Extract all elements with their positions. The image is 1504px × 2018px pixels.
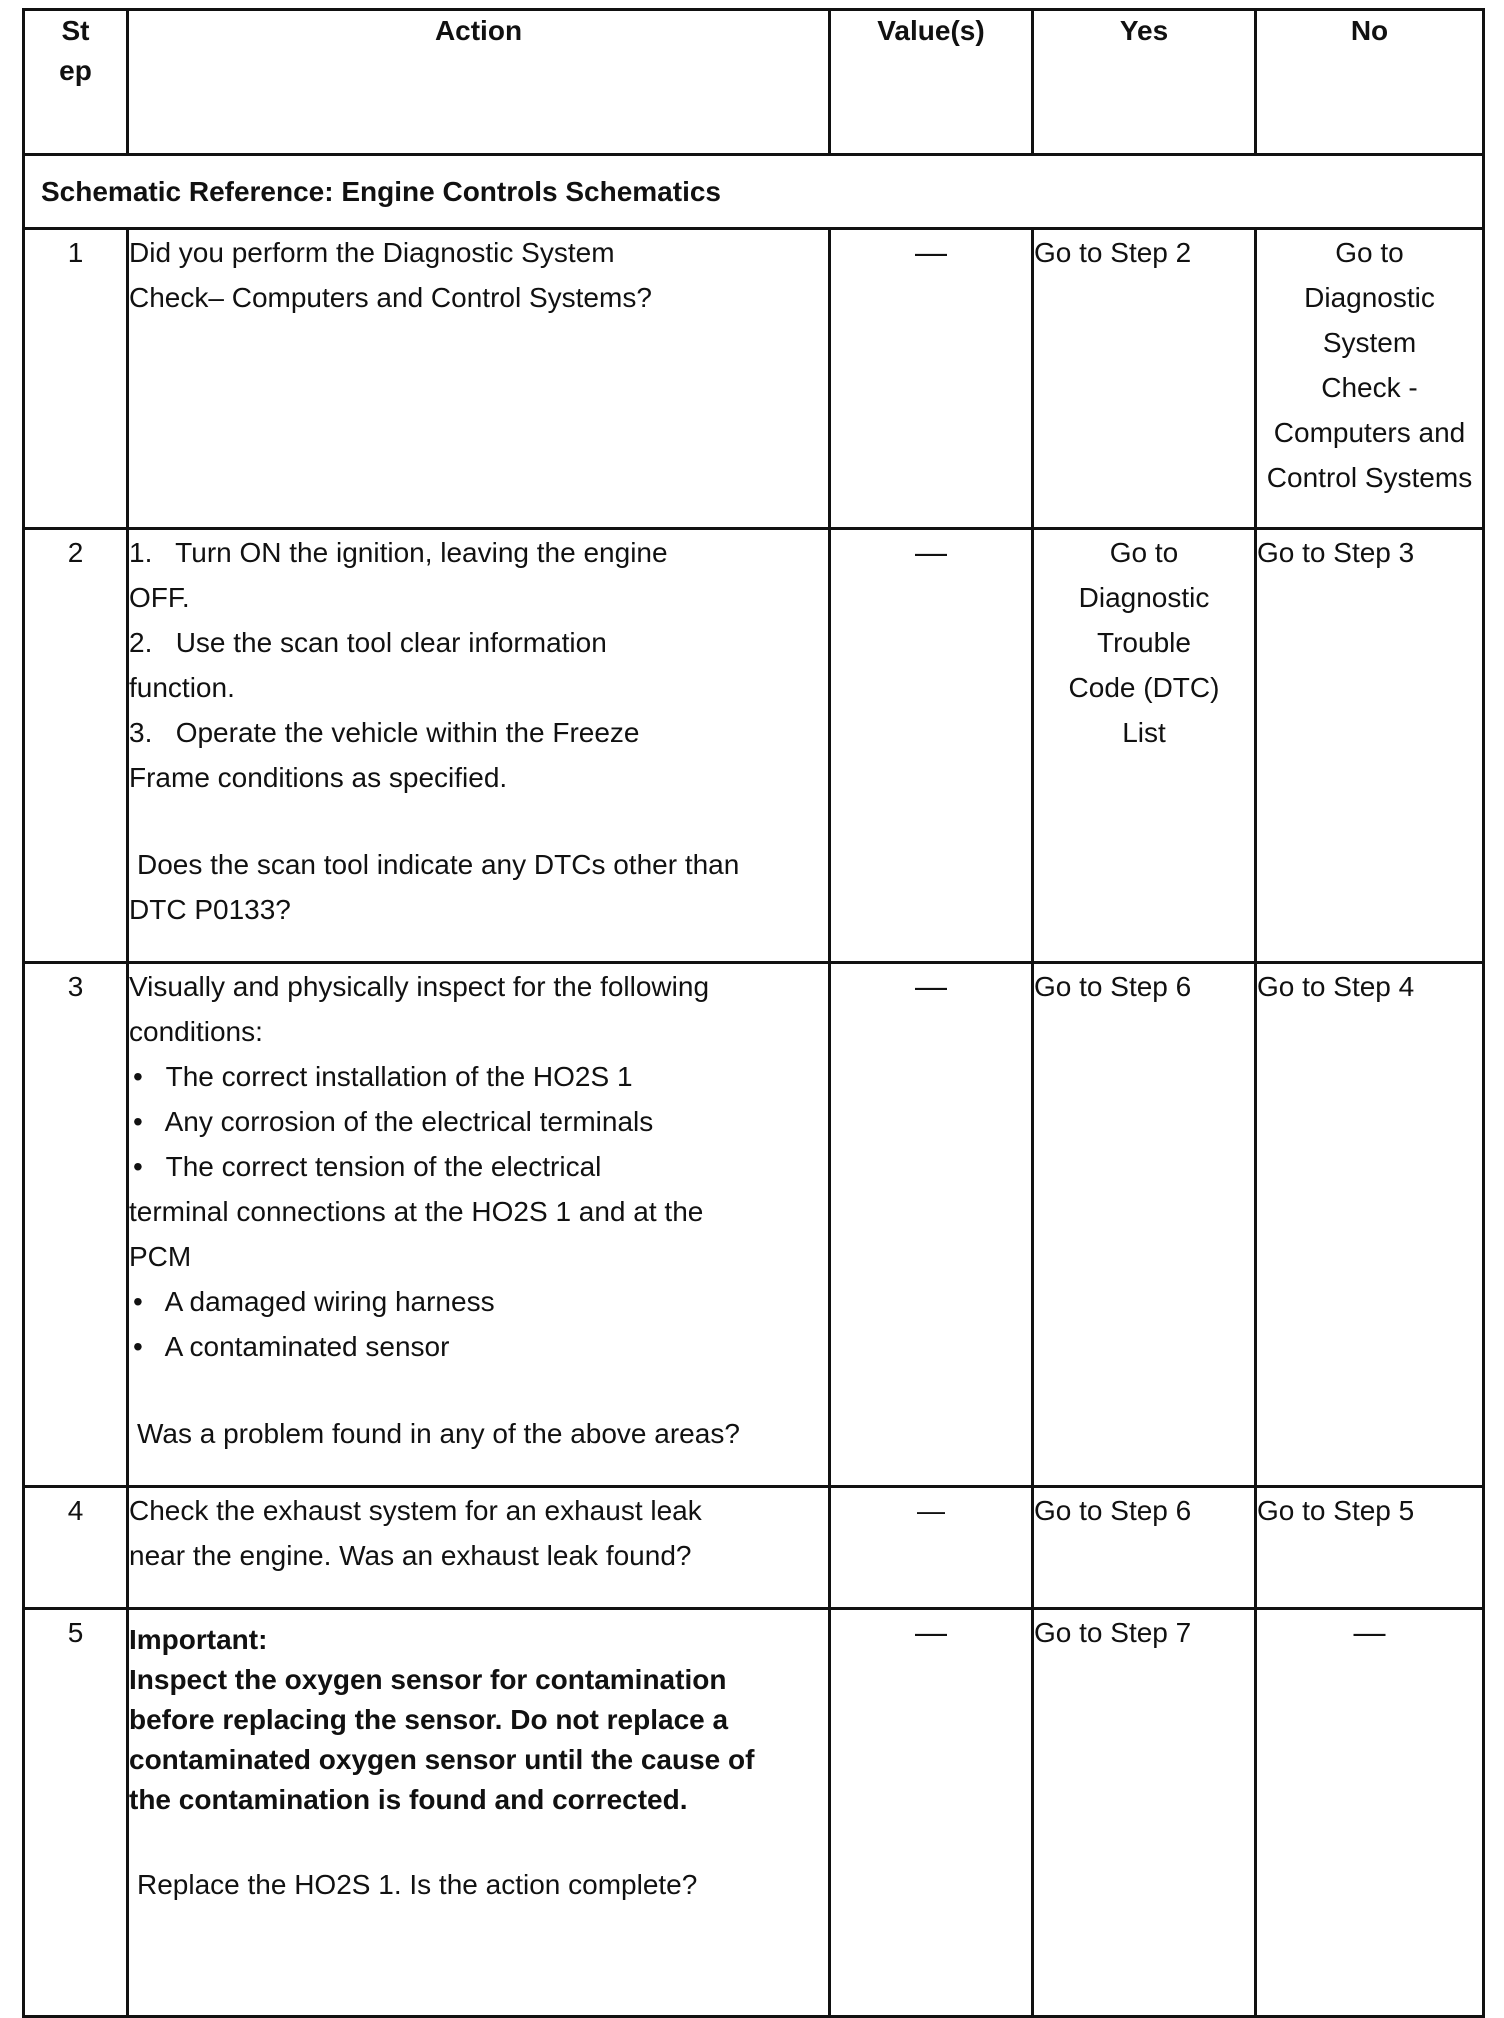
step-no: Go to Step 4: [1256, 963, 1484, 1487]
header-action: Action: [128, 10, 830, 155]
step-action: 1. Turn ON the ignition, leaving the engine OFF. 2. Use the scan tool clear information function. 3. Operate the vehicle within the Freeze Frame conditions as specified. Does the scan tool indicate any DTCs other than DTC P0133?: [128, 529, 830, 963]
step-action: Important: Inspect the oxygen sensor for contamination before replacing the sensor. Do not replace a contaminated oxygen sensor until the cause of the contamination is found and corrected. Replace the HO2S 1. Is the action complete?: [128, 1609, 830, 2017]
schematic-reference-row: [24, 155, 1484, 229]
table-row: [24, 963, 1484, 1487]
step-yes: Go to Diagnostic Trouble Code (DTC) List: [1033, 529, 1256, 963]
list-item: • A contaminated sensor: [133, 1331, 450, 1362]
list-item: • Any corrosion of the electrical terminals: [133, 1106, 654, 1137]
step-value: —: [830, 229, 1033, 529]
step-value: —: [830, 1487, 1033, 1609]
step-number: 1: [24, 229, 128, 529]
step-no: Go to Diagnostic System Check - Computers and Control Systems: [1256, 229, 1484, 529]
step-yes: Go to Step 7: [1033, 1609, 1256, 2017]
table-row: [24, 529, 1484, 963]
step-action: Visually and physically inspect for the following conditions: • The correct installation of the HO2S 1 • Any corrosion of the electrical terminals • The correct tension of the electrical terminal connections at the HO2S 1 and at the PCM • A damaged wiring harness • A contaminated sensor Was a problem found in any of the above areas?: [128, 963, 830, 1487]
diagnostic-table: [22, 8, 1485, 2018]
step-number: 4: [24, 1487, 128, 1609]
action-question: Was a problem found in any of the above areas?: [137, 1418, 740, 1449]
step-value: —: [830, 1609, 1033, 2017]
table-row: [24, 1609, 1484, 2017]
table-row: [24, 1487, 1484, 1609]
action-question: Does the scan tool indicate any DTCs other than: [137, 849, 740, 880]
table-row: [24, 229, 1484, 529]
step-yes: Go to Step 2: [1033, 229, 1256, 529]
schematic-reference: Schematic Reference: Engine Controls Schematics: [24, 155, 1484, 229]
step-number: 3: [24, 963, 128, 1487]
step-value: —: [830, 529, 1033, 963]
list-item: • The correct installation of the HO2S 1: [133, 1061, 633, 1092]
step-yes: Go to Step 6: [1033, 1487, 1256, 1609]
header-no: No: [1256, 10, 1484, 155]
important-label: Important:: [129, 1624, 268, 1655]
action-line: Did you perform the Diagnostic System: [129, 237, 615, 268]
header-values: Value(s): [830, 10, 1033, 155]
step-no: Go to Step 5: [1256, 1487, 1484, 1609]
header-row: [24, 10, 1484, 155]
step-no: —: [1256, 1609, 1484, 2017]
list-item: • A damaged wiring harness: [133, 1286, 495, 1317]
header-step: St ep: [24, 10, 128, 155]
step-value: —: [830, 963, 1033, 1487]
step-number: 2: [24, 529, 128, 963]
list-item: • The correct tension of the electrical: [133, 1151, 602, 1182]
action-line: Check– Computers and Control Systems?: [129, 282, 652, 313]
header-yes: Yes: [1033, 10, 1256, 155]
step-action: [128, 229, 830, 529]
step-no: Go to Step 3: [1256, 529, 1484, 963]
step-action: Check the exhaust system for an exhaust leak near the engine. Was an exhaust leak found?: [128, 1487, 830, 1609]
step-yes: Go to Step 6: [1033, 963, 1256, 1487]
step-number: 5: [24, 1609, 128, 2017]
action-question: Replace the HO2S 1. Is the action complete?: [137, 1869, 698, 1900]
